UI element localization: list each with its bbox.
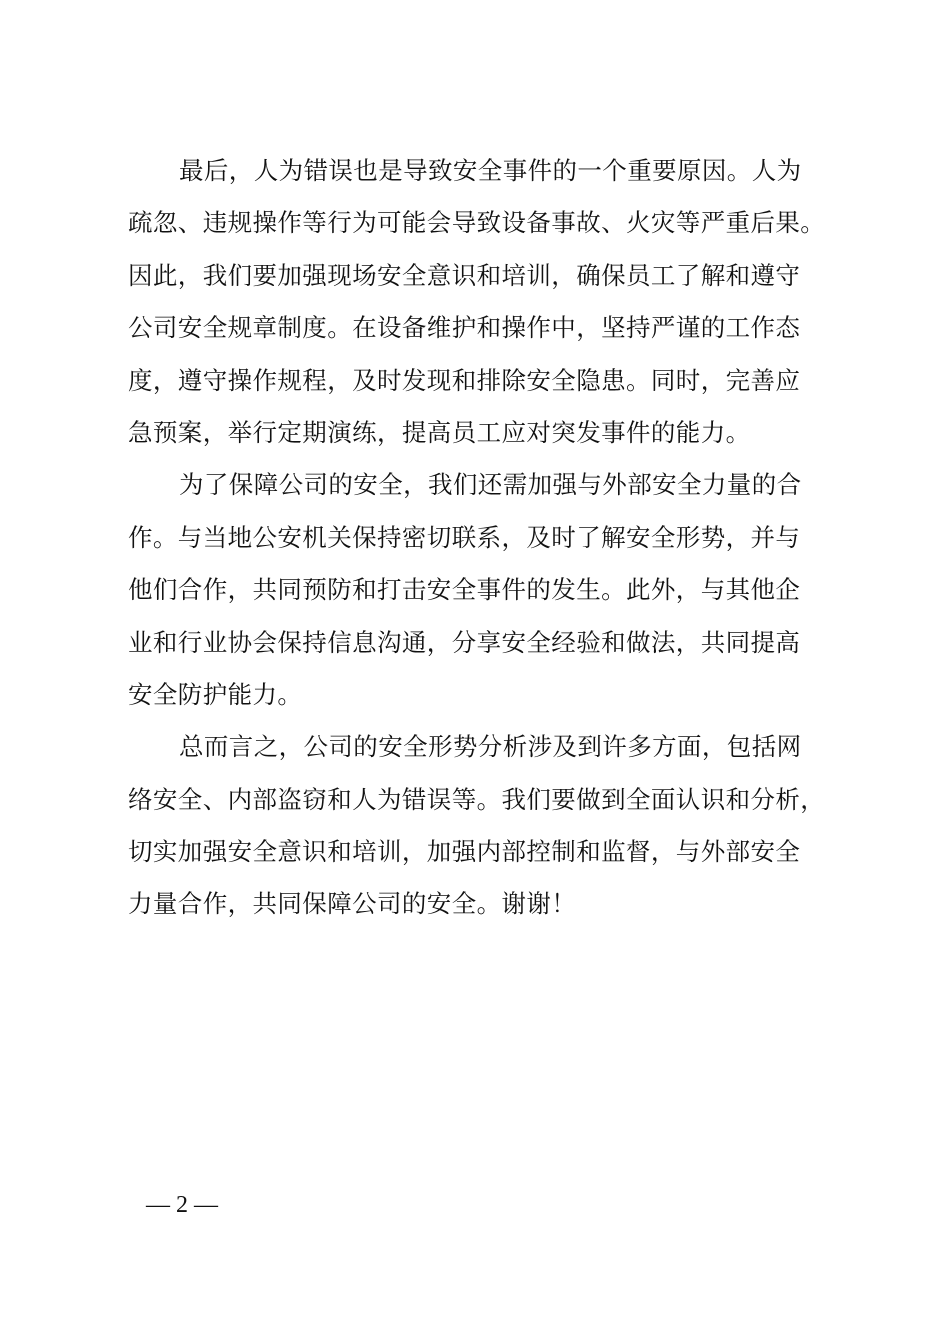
text-line: 安全防护能力。 <box>128 679 303 709</box>
text-line: 急预案，举行定期演练，提高员工应对突发事件的能力。 <box>128 417 751 447</box>
text-line: 最后，人为错误也是导致安全事件的一个重要原因。人为 <box>179 156 802 185</box>
text-line: 度，遵守操作规程，及时发现和排除安全隐患。同时，完善应 <box>128 365 801 395</box>
text-line: 络安全、内部盗窃和人为错误等。我们要做到全面认识和分析， <box>128 784 826 814</box>
text-line: 因此，我们要加强现场安全意识和培训，确保员工了解和遵守 <box>128 260 801 290</box>
text-line: 疏忽、违规操作等行为可能会导致设备事故、火灾等严重后果。 <box>128 208 826 238</box>
text-line: 他们合作，共同预防和打击安全事件的发生。此外，与其他企 <box>128 575 801 605</box>
text-line: 总而言之，公司的安全形势分析涉及到许多方面，包括网 <box>179 732 802 762</box>
text-line: 为了保障公司的安全，我们还需加强与外部安全力量的合 <box>179 470 802 500</box>
paragraph-external-cooperation <box>128 459 824 721</box>
text-line: 切实加强安全意识和培训，加强内部控制和监督，与外部安全 <box>128 837 801 867</box>
text-line: 力量合作，共同保障公司的安全。谢谢！ <box>128 889 577 919</box>
document-body <box>128 145 824 931</box>
text-line: 公司安全规章制度。在设备维护和操作中，坚持严谨的工作态 <box>128 313 801 343</box>
text-line: 业和行业协会保持信息沟通，分享安全经验和做法，共同提高 <box>128 627 801 657</box>
paragraph-human-error <box>128 145 824 459</box>
text-line: 作。与当地公安机关保持密切联系，及时了解安全形势，并与 <box>128 522 801 552</box>
page-number: — 2 — <box>146 1192 218 1218</box>
paragraph-conclusion <box>128 721 824 931</box>
